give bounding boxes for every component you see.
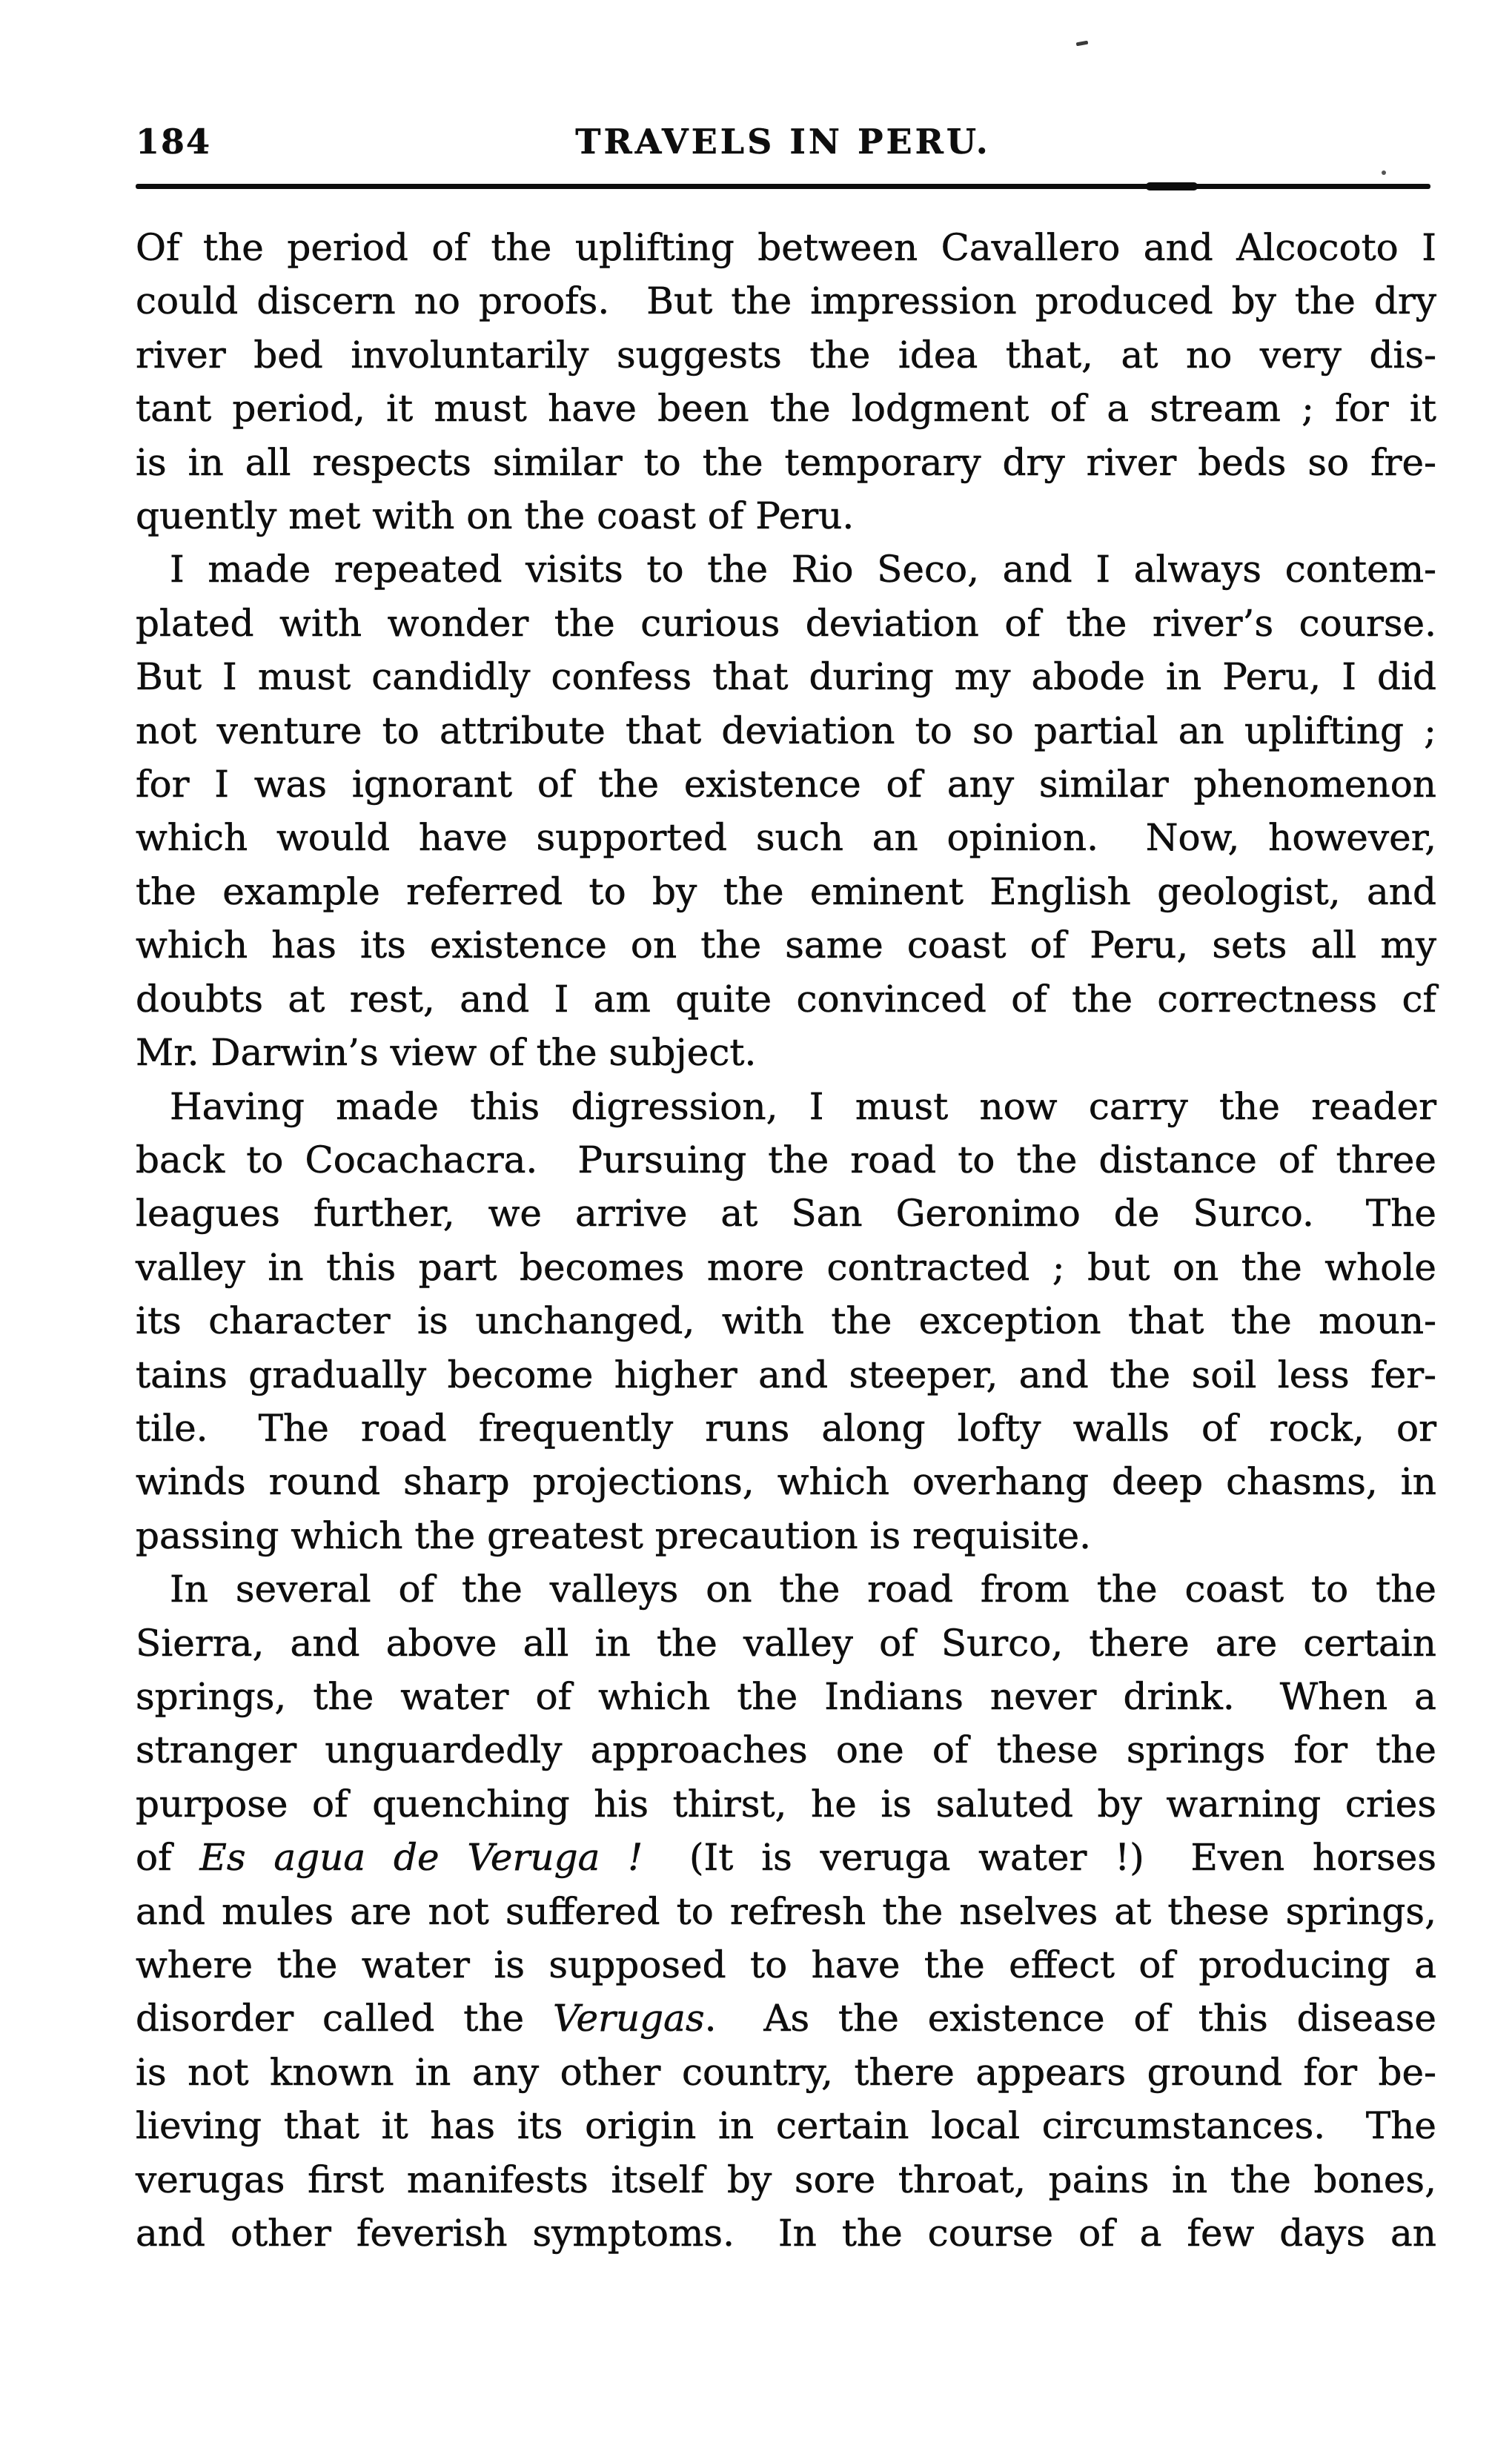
text-line bbox=[136, 1402, 1436, 1455]
text-line bbox=[136, 1133, 1436, 1187]
text-line bbox=[136, 918, 1436, 972]
page-number: 184 bbox=[136, 122, 212, 162]
text-segment: doubts at rest, and I am quite convinced of the correctness cf bbox=[136, 977, 1436, 1021]
text-segment: stranger unguardedly approaches one of these springs for the bbox=[136, 1728, 1436, 1772]
text-segment: Mr. Darwin’s view of the subject. bbox=[136, 1031, 757, 1075]
text-line bbox=[136, 597, 1436, 650]
text-segment: the example referred to by the eminent English geologist, and bbox=[136, 869, 1436, 913]
text-segment: river bed involuntarily suggests the idea that, at no very dis- bbox=[136, 333, 1436, 377]
text-segment: tant period, it must have been the lodgment of a stream ; for it bbox=[136, 387, 1436, 431]
text-segment: purpose of quenching his thirst, he is saluted by warning cries bbox=[136, 1782, 1436, 1826]
text-line bbox=[136, 1241, 1436, 1294]
italic-text-segment: Es agua de Veruga ! bbox=[199, 1836, 643, 1880]
text-segment: valley in this part becomes more contracted ; but on the whole bbox=[136, 1245, 1436, 1289]
text-segment: winds round sharp projections, which overhang deep chasms, in bbox=[136, 1460, 1436, 1504]
text-segment: . As the existence of this disease bbox=[704, 1997, 1436, 2040]
text-segment: springs, the water of which the Indians never drink. When a bbox=[136, 1674, 1436, 1718]
text-segment: passing which the greatest precaution is requisite. bbox=[136, 1513, 1091, 1557]
text-line bbox=[136, 757, 1436, 811]
text-line bbox=[136, 1670, 1436, 1723]
text-segment: is not known in any other country, there appears ground for be- bbox=[136, 2050, 1436, 2094]
text-segment: not venture to attribute that deviation to so partial an uplifting ; bbox=[136, 709, 1436, 752]
text-segment: could discern no proofs. But the impression produced by the dry bbox=[136, 279, 1436, 323]
text-line bbox=[136, 1080, 1436, 1133]
text-line bbox=[136, 2099, 1436, 2152]
text-line bbox=[136, 1617, 1436, 1670]
text-line bbox=[136, 972, 1436, 1026]
running-title: TRAVELS IN PERU. bbox=[575, 122, 991, 162]
text-segment: which has its existence on the same coast of Peru, sets all my bbox=[136, 924, 1436, 967]
text-line bbox=[136, 1992, 1436, 2045]
text-segment: tains gradually become higher and steeper, and the soil less fer- bbox=[136, 1353, 1436, 1396]
text-line bbox=[136, 1562, 1436, 1616]
text-segment: Sierra, and above all in the valley of Surco, there are certain bbox=[136, 1621, 1436, 1665]
text-segment: In several of the valleys on the road from the coast to the bbox=[170, 1568, 1436, 1611]
text-segment: which would have supported such an opinion. Now, however, bbox=[136, 816, 1436, 860]
text-line bbox=[136, 1885, 1436, 1938]
text-line bbox=[136, 1777, 1436, 1831]
text-segment: disorder called the bbox=[136, 1997, 553, 2040]
text-line bbox=[136, 1026, 1436, 1079]
text-segment: lieving that it has its origin in certain local circumstances. The bbox=[136, 2104, 1436, 2148]
text-segment: is in all respects similar to the temporary dry river beds so fre- bbox=[136, 440, 1436, 484]
text-line bbox=[136, 650, 1436, 703]
text-line bbox=[136, 811, 1436, 864]
italic-text-segment: Verugas bbox=[552, 1997, 705, 2040]
text-segment: Of the period of the uplifting between Cavallero and Alcocoto I bbox=[136, 226, 1436, 269]
body-text bbox=[136, 221, 1436, 2260]
text-line bbox=[136, 865, 1436, 918]
text-segment: and other feverish symptoms. In the course of a few days an bbox=[136, 2212, 1436, 2255]
text-segment: Having made this digression, I must now carry the reader bbox=[170, 1084, 1436, 1128]
text-line bbox=[136, 2153, 1436, 2206]
text-line bbox=[136, 2206, 1436, 2260]
text-segment: of bbox=[136, 1836, 200, 1880]
text-line bbox=[136, 1831, 1436, 1884]
text-line bbox=[136, 1455, 1436, 1508]
text-line bbox=[136, 2046, 1436, 2099]
text-segment: and mules are not suffered to refresh the nselves at these springs, bbox=[136, 1889, 1436, 1933]
header-rule bbox=[136, 184, 1430, 189]
text-segment: back to Cocachacra. Pursuing the road to the distance of three bbox=[136, 1138, 1436, 1181]
text-line bbox=[136, 221, 1436, 274]
text-segment: But I must candidly confess that during my abode in Peru, I did bbox=[136, 655, 1436, 699]
text-line bbox=[136, 1509, 1436, 1562]
text-line bbox=[136, 489, 1436, 543]
text-line bbox=[136, 436, 1436, 489]
text-segment: (It is veruga water !) Even horses bbox=[643, 1836, 1436, 1880]
text-segment: for I was ignorant of the existence of any similar phenomenon bbox=[136, 763, 1436, 806]
text-segment: plated with wonder the curious deviation of the river’s course. bbox=[136, 601, 1436, 645]
text-segment: I made repeated visits to the Rio Seco, and I always contem- bbox=[170, 548, 1436, 591]
text-line bbox=[136, 1348, 1436, 1402]
text-segment: tile. The road frequently runs along lofty walls of rock, or bbox=[136, 1406, 1436, 1450]
text-segment: leagues further, we arrive at San Geronimo de Surco. The bbox=[136, 1192, 1436, 1236]
text-line bbox=[136, 1187, 1436, 1240]
text-segment: where the water is supposed to have the effect of producing a bbox=[136, 1943, 1436, 1986]
scan-artifact-dot bbox=[1382, 170, 1386, 175]
text-line bbox=[136, 328, 1436, 382]
text-segment: its character is unchanged, with the exception that the moun- bbox=[136, 1299, 1436, 1343]
text-line bbox=[136, 543, 1436, 596]
text-line bbox=[136, 1723, 1436, 1777]
text-line bbox=[136, 1294, 1436, 1347]
text-line bbox=[136, 1938, 1436, 1992]
text-segment: verugas first manifests itself by sore throat, pains in the bones, bbox=[136, 2158, 1436, 2201]
scan-artifact-dash bbox=[1076, 41, 1089, 47]
text-segment: quently met with on the coast of Peru. bbox=[136, 494, 855, 538]
text-line bbox=[136, 274, 1436, 328]
text-line bbox=[136, 382, 1436, 435]
text-line bbox=[136, 704, 1436, 757]
